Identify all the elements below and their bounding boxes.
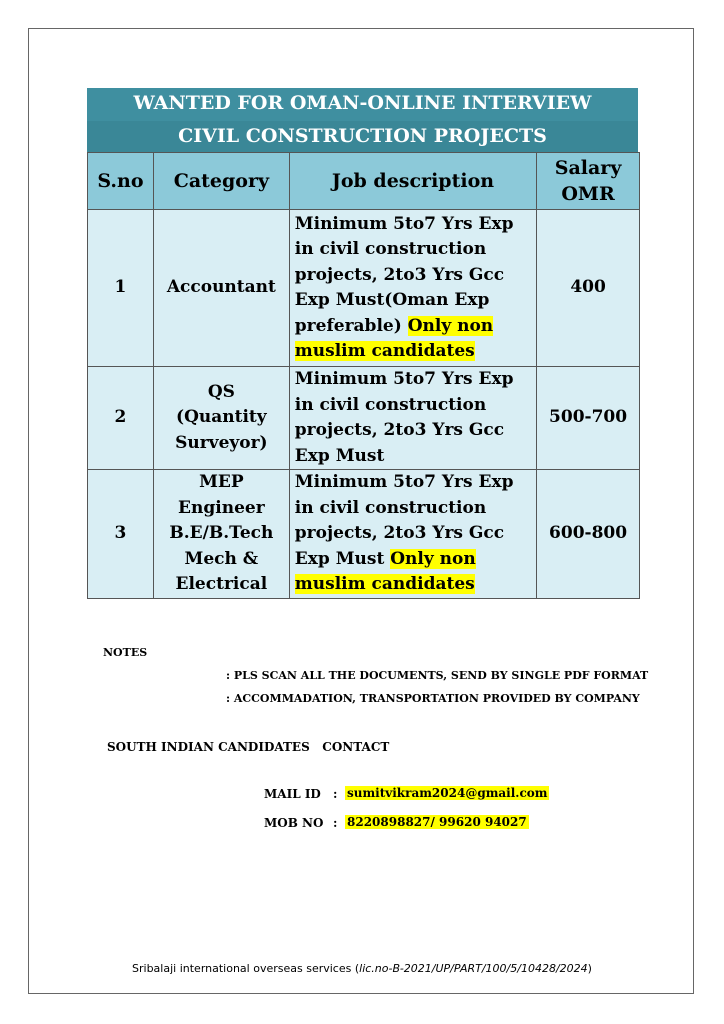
desc-line: projects, 2to3 Yrs Gcc xyxy=(294,523,505,544)
desc-line: Exp Must(Oman Exp xyxy=(294,290,490,310)
mob-separator: : xyxy=(333,816,338,830)
row-category xyxy=(153,470,289,599)
row-description xyxy=(289,367,536,470)
footer-company: Sribalaji international overseas services ( xyxy=(132,962,360,975)
category-line: Electrical xyxy=(175,574,268,595)
row-salary: 500-700 xyxy=(537,367,640,470)
header-salary-line1: Salary xyxy=(554,157,622,179)
footer-close: ) xyxy=(587,962,592,975)
footer-license: lic.no-B-2021/UP/PART/100/5/10428/2024 xyxy=(359,962,588,975)
desc-line: Minimum 5to7 Yrs Exp xyxy=(294,369,514,389)
category-line: B.E/B.Tech xyxy=(169,523,274,544)
row-sno: 2 xyxy=(88,367,154,470)
mail-separator: : xyxy=(333,787,338,801)
header-sno: S.no xyxy=(88,153,154,210)
row-category xyxy=(153,367,289,470)
note-item: : ACCOMMADATION, TRANSPORTATION PROVIDED BY COMPANY xyxy=(226,692,640,705)
jobs-table xyxy=(87,152,640,599)
header-salary-line2: OMR xyxy=(561,183,615,205)
desc-line: projects, 2to3 Yrs Gcc xyxy=(294,420,505,440)
desc-highlight: Only non xyxy=(390,548,476,569)
category-line: MEP xyxy=(199,472,244,493)
table-row xyxy=(88,210,640,367)
row-category xyxy=(153,210,289,367)
row-description xyxy=(289,210,536,367)
desc-line: in civil construction xyxy=(294,497,487,518)
header-description: Job description xyxy=(289,153,536,210)
title-banner xyxy=(87,88,638,152)
category-line: Accountant xyxy=(166,277,276,298)
row-sno: 3 xyxy=(88,470,154,599)
row-sno: 1 xyxy=(88,210,154,367)
category-line: QS xyxy=(207,381,235,402)
desc-line: in civil construction xyxy=(294,394,487,415)
banner-line-1: WANTED FOR OMAN-ONLINE INTERVIEW xyxy=(133,92,592,114)
category-line: Engineer xyxy=(178,497,265,518)
desc-line: Exp Must xyxy=(294,445,385,466)
mob-value[interactable]: 8220898827/ 99620 94027 xyxy=(347,815,527,829)
row-salary: 600-800 xyxy=(537,470,640,599)
row-description xyxy=(289,470,536,599)
table-row xyxy=(88,470,640,599)
desc-line: Minimum 5to7 Yrs Exp xyxy=(294,213,514,234)
category-line: (Quantity xyxy=(176,407,267,428)
contact-title: SOUTH INDIAN CANDIDATES CONTACT xyxy=(107,740,390,754)
mob-label: MOB NO xyxy=(264,816,324,830)
desc-line: preferable) xyxy=(294,315,408,336)
desc-highlight: muslim candidates xyxy=(294,574,475,595)
desc-highlight: Only non xyxy=(407,315,494,336)
mail-value[interactable]: sumitvikram2024@gmail.com xyxy=(347,786,548,800)
desc-line: projects, 2to3 Yrs Gcc xyxy=(294,264,505,285)
banner-line-2: CIVIL CONSTRUCTION PROJECTS xyxy=(87,121,638,152)
category-line: Surveyor) xyxy=(175,432,268,453)
footer xyxy=(0,962,724,975)
desc-line: in civil construction xyxy=(294,239,487,259)
table-header-row xyxy=(88,153,640,210)
mail-label: MAIL ID xyxy=(264,787,321,801)
notes-title: NOTES xyxy=(103,646,148,659)
desc-highlight: muslim candidates xyxy=(294,341,475,361)
desc-line: Exp Must xyxy=(294,548,391,569)
desc-line: Minimum 5to7 Yrs Exp xyxy=(294,472,514,493)
note-item: : PLS SCAN ALL THE DOCUMENTS, SEND BY SINGLE PDF FORMAT xyxy=(226,669,649,682)
header-category: Category xyxy=(153,153,289,210)
header-salary xyxy=(537,153,640,210)
category-line: Mech & xyxy=(184,548,259,569)
row-salary: 400 xyxy=(537,210,640,367)
table-row xyxy=(88,367,640,470)
